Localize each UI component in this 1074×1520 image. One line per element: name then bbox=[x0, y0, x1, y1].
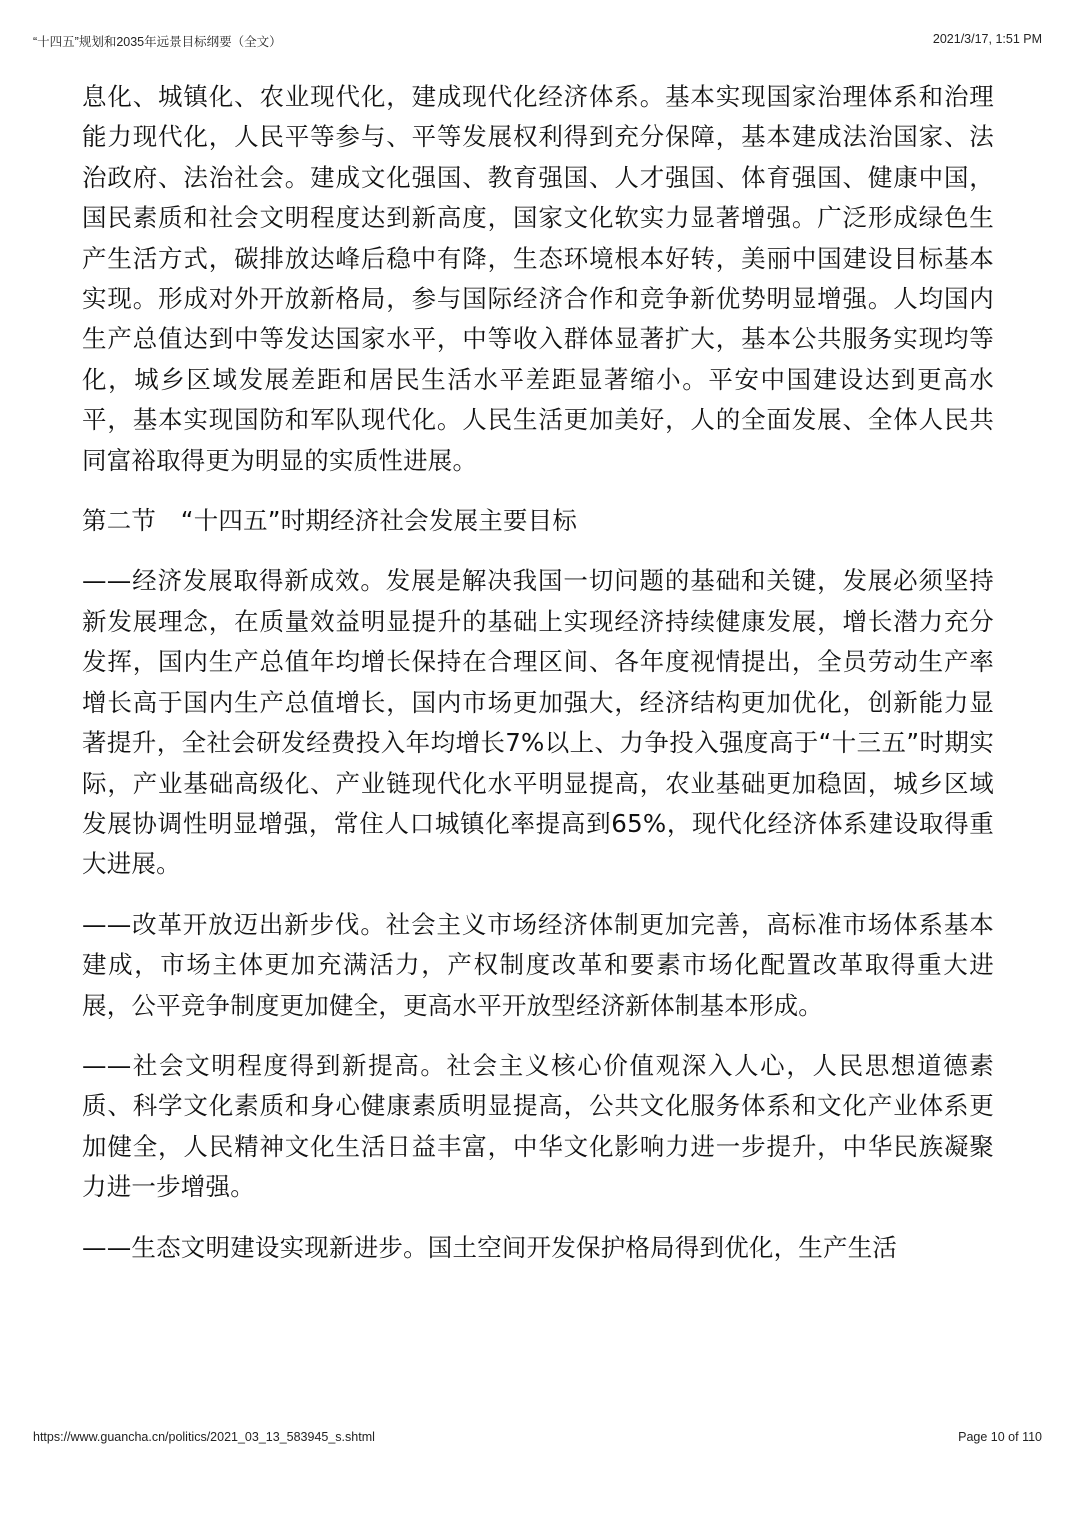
paragraph-reform-opening: ——改革开放迈出新步伐。社会主义市场经济体制更加完善，高标准市场体系基本建成，市场主体更加充满活力，产权制度改革和要素市场化配置改革取得重大进展，公平竞争制度更加健全，更高水平开放型经济新体制基本形成。 bbox=[82, 909, 994, 1020]
paragraph-vision-2035: 息化、城镇化、农业现代化，建成现代化经济体系。基本实现国家治理体系和治理能力现代化，人民平等参与、平等发展权利得到充分保障，基本建成法治国家、法治政府、法治社会。建成文化强国、教育强国、人才强国、体育强国、健康中国，国民素质和社会文明程度达到新高度，国家文化软实力显著增强。广泛形成绿色生产生活方式，碳排放达峰后稳中有降，生态环境根本好转，美丽中国建设目标基本实现。形成对外开放新格局，参与国际经济合作和竞争新优势明显增强。人均国内生产总值达到中等发达国家水平，中等收入群体显著扩大，基本公共服务实现均等化，城乡区域发展差距和居民生活水平差距显著缩小。平安中国建设达到更高水平，基本实现国防和军队现代化。人民生活更加美好，人的全面发展、全体人民共同富裕取得更为明显的实质性进展。 bbox=[82, 82, 994, 475]
source-url: https://www.guancha.cn/politics/2021_03_13_583945_s.shtml bbox=[33, 1430, 375, 1444]
print-header bbox=[33, 32, 1042, 50]
page-number: Page 10 of 110 bbox=[958, 1430, 1042, 1444]
paragraph-economic-development: ——经济发展取得新成效。发展是解决我国一切问题的基础和关键，发展必须坚持新发展理念，在质量效益明显提升的基础上实现经济持续健康发展，增长潜力充分发挥，国内生产总值年均增长保持在合理区间、各年度视情提出，全员劳动生产率增长高于国内生产总值增长，国内市场更加强大，经济结构更加优化，创新能力显著提升，全社会研发经费投入年均增长7%以上、力争投入强度高于“十三五”时期实际，产业基础高级化、产业链现代化水平明显提高，农业基础更加稳固，城乡区域发展协调性明显增强，常住人口城镇化率提高到65%，现代化经济体系建设取得重大进展。 bbox=[82, 566, 994, 879]
paragraph-social-civilization: ——社会文明程度得到新提高。社会主义核心价值观深入人心，人民思想道德素质、科学文化素质和身心健康素质明显提高，公共文化服务体系和文化产业体系更加健全，人民精神文化生活日益丰富，中华文化影响力进一步提升，中华民族凝聚力进一步增强。 bbox=[82, 1050, 994, 1202]
article-body bbox=[82, 77, 994, 1288]
print-datetime: 2021/3/17, 1:51 PM bbox=[932, 32, 1042, 46]
paragraph-ecological-civilization: ——生态文明建设实现新进步。国土空间开发保护格局得到优化，生产生活 bbox=[82, 1232, 898, 1262]
document-title: “十四五”规划和2035年远景目标纲要（全文） bbox=[33, 35, 282, 49]
section-heading: 第二节 “十四五”时期经济社会发展主要目标 bbox=[82, 506, 578, 536]
print-footer bbox=[33, 1430, 1042, 1444]
